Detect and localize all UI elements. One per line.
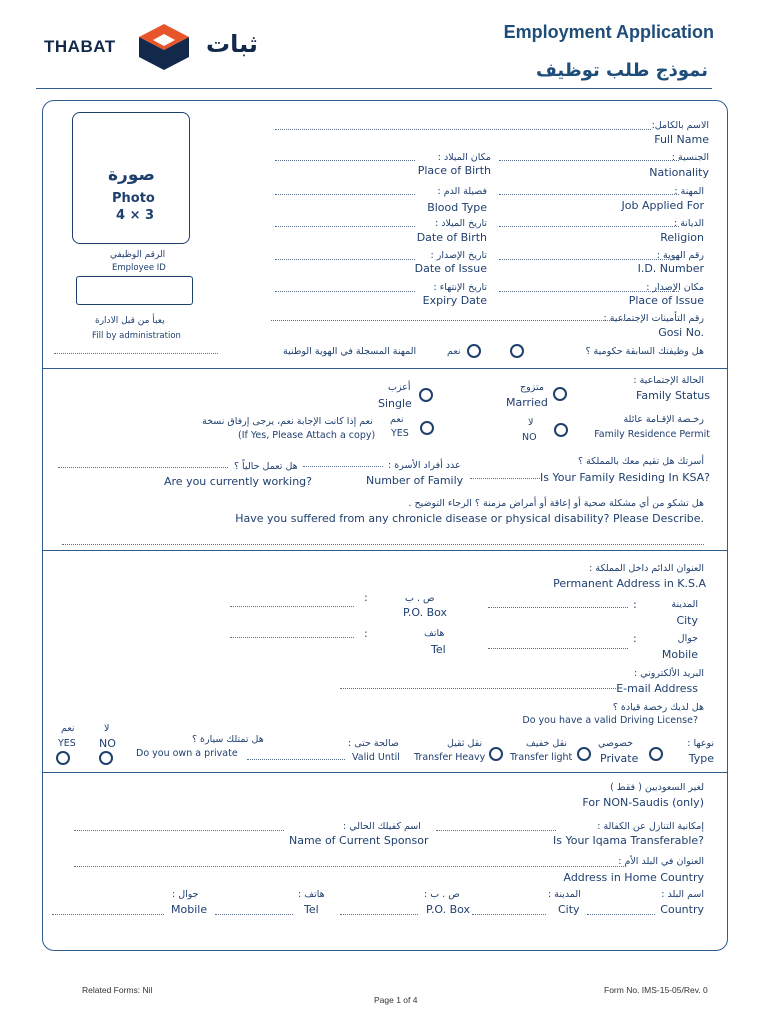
valid-until-field[interactable] <box>247 759 345 760</box>
car-yes-label: YES <box>58 738 76 749</box>
home-address-label: Address in Home Country <box>563 871 704 884</box>
employee-id-label: Employee ID <box>112 263 166 273</box>
admin-note-ar: يعبأ من قبل الادارة <box>95 316 165 326</box>
single-radio[interactable] <box>419 388 433 402</box>
home-mobile-field[interactable] <box>52 914 164 915</box>
home-city-field[interactable] <box>472 914 546 915</box>
logo-text-ar: ثبات <box>206 30 258 58</box>
permanent-address-label: Permanent Address in K.S.A <box>553 577 706 590</box>
logo-mark-icon <box>135 22 193 72</box>
family-count-label-ar: عدد أفراد الأسرة : <box>388 460 461 471</box>
home-mobile-label-ar: جوال : <box>172 889 199 900</box>
page-number: Page 1 of 4 <box>374 995 418 1005</box>
place-of-birth-label: Place of Birth <box>417 164 491 177</box>
nationality-label-ar: الجنسية : <box>671 152 709 163</box>
religion-label-ar: الديانة : <box>673 218 704 229</box>
home-tel-label: Tel <box>304 903 319 916</box>
car-no-label: NO <box>99 737 116 750</box>
single-label-ar: أعزب <box>388 382 411 393</box>
po-box-label: P.O. Box <box>403 606 448 619</box>
family-count-label: Number of Family <box>366 474 464 487</box>
valid-until-label-ar: صالحة حتى : <box>348 738 399 749</box>
national-id-job-label: المهنة المسجلة في الهوية الوطنية <box>283 346 417 357</box>
mobile-label: Mobile <box>661 648 698 661</box>
car-no-radio[interactable] <box>99 751 113 765</box>
home-po-box-label-ar: ص . ب : <box>424 889 460 900</box>
place-of-birth-field[interactable] <box>275 160 415 161</box>
email-field[interactable] <box>340 688 618 689</box>
light-label: Transfer light <box>510 752 573 763</box>
section-divider <box>42 550 728 551</box>
country-label-ar: اسم البلد : <box>661 889 704 900</box>
home-tel-field[interactable] <box>215 914 293 915</box>
car-label: Do you own a private <box>136 748 238 759</box>
nationality-label: Nationality <box>649 166 709 179</box>
religion-label: Religion <box>660 231 704 244</box>
city-colon: : <box>633 598 637 611</box>
heavy-label-ar: نقل ثقيل <box>447 738 483 749</box>
family-status-label-ar: الحالة الإجتماعية : <box>633 375 704 386</box>
place-of-issue-label: Place of Issue <box>628 294 704 307</box>
home-po-box-label: P.O. Box <box>426 903 471 916</box>
po-box-colon: : <box>364 591 368 604</box>
admin-note: Fill by administration <box>92 331 181 341</box>
type-label-ar: نوعها : <box>687 738 714 749</box>
home-city-label: City <box>558 903 580 916</box>
residence-permit-label: Family Residence Permit <box>594 429 710 440</box>
sponsor-label: Name of Current Sponsor <box>289 834 429 847</box>
valid-until-label: Valid Until <box>352 752 400 763</box>
employee-id-label-ar: الرقم الوظيفي <box>110 250 166 260</box>
expiry-date-label: Expiry Date <box>422 294 487 307</box>
working-label: Are you currently working? <box>164 475 312 488</box>
blood-type-label: Blood Type <box>427 201 487 214</box>
working-field[interactable] <box>58 467 228 468</box>
nationality-field[interactable] <box>499 160 679 161</box>
section-divider <box>42 368 728 369</box>
attach-note: (If Yes, Please Attach a copy) <box>238 430 376 441</box>
mobile-label-ar: جوال <box>677 633 698 644</box>
license-label: Do you have a valid Driving License? <box>522 715 698 726</box>
tel-colon: : <box>364 627 368 640</box>
home-address-label-ar: العنوان في البلد الأم : <box>618 856 704 867</box>
car-no-label-ar: لا <box>104 723 110 734</box>
date-of-issue-field[interactable] <box>275 259 415 260</box>
light-label-ar: نقل خفيف <box>526 738 568 749</box>
single-label: Single <box>378 397 412 410</box>
home-address-field[interactable] <box>74 866 626 867</box>
sponsor-label-ar: اسم كفيلك الحالي : <box>343 821 421 832</box>
tel-label-ar: هاتف <box>424 628 445 639</box>
chronic-label-ar: هل تشكو من أي مشكلة صحية أو إعاقة أو أمراض مزمنة ؟ الرجاء التوضيح . <box>408 498 704 509</box>
permanent-address-label-ar: العنوان الدائم داخل المملكة : <box>589 563 704 574</box>
full-name-label-ar: الاسم بالكامل: <box>651 120 709 131</box>
permit-yes-radio[interactable] <box>420 421 434 435</box>
private-label-ar: خصوصي <box>598 738 634 749</box>
expiry-date-label-ar: تاريخ الإنتهاء : <box>433 282 487 293</box>
prev-gov-no-radio[interactable] <box>510 344 524 358</box>
license-type-light-radio[interactable] <box>577 747 591 761</box>
job-applied-label: Job Applied For <box>621 199 704 212</box>
chronic-field[interactable] <box>62 544 704 545</box>
id-number-field[interactable] <box>499 259 679 260</box>
national-id-job-field[interactable] <box>54 353 218 354</box>
id-number-label-ar: رقم الهوية : <box>656 250 704 261</box>
family-residing-label: Is Your Family Residing In KSA? <box>539 471 710 484</box>
home-city-label-ar: المدينة : <box>548 889 581 900</box>
mobile-colon: : <box>633 632 637 645</box>
date-of-birth-label: Date of Birth <box>416 231 487 244</box>
attach-note-ar: نعم إذا كانت الإجابة نعم، يرجى إرفاق نسخة <box>202 416 373 427</box>
home-po-box-field[interactable] <box>340 914 418 915</box>
id-number-label: I.D. Number <box>637 262 704 275</box>
photo-label-ar: صورة <box>108 165 155 185</box>
religion-field[interactable] <box>499 226 679 227</box>
full-name-label: Full Name <box>654 133 709 146</box>
po-box-label-ar: ص . ب <box>405 593 435 604</box>
private-label: Private <box>600 752 639 765</box>
family-residing-label-ar: أسرتك هل تقيم معك بالمملكة ؟ <box>577 456 704 467</box>
city-label: City <box>676 614 698 627</box>
car-yes-label-ar: نعم <box>61 723 75 734</box>
permit-yes-label: YES <box>391 428 409 439</box>
section-divider <box>42 772 728 773</box>
logo-text: THABAT <box>44 37 116 56</box>
prev-gov-label-ar: هل وظيفتك السابقة حكومية ؟ <box>585 346 704 357</box>
expiry-date-field[interactable] <box>275 291 415 292</box>
date-of-issue-label: Date of Issue <box>414 262 487 275</box>
permit-no-label: NO <box>522 432 537 443</box>
non-saudi-heading: For NON-Saudis (only) <box>582 796 704 809</box>
tel-label: Tel <box>431 643 446 656</box>
page-title-ar: نموذج طلب توظيف <box>536 60 708 81</box>
license-label-ar: هل لديك رخصة قيادة ؟ <box>612 702 704 713</box>
form-number: Form No. IMS-15-05/Rev. 0 <box>604 985 708 995</box>
married-label-ar: متزوج <box>520 382 544 393</box>
married-radio[interactable] <box>553 387 567 401</box>
date-of-issue-label-ar: تاريخ الإصدار : <box>430 250 487 261</box>
blood-type-field[interactable] <box>275 194 415 195</box>
sponsor-field[interactable] <box>74 830 284 831</box>
working-label-ar: هل تعمل حالياً ؟ <box>234 461 298 472</box>
iqama-label: Is Your Iqama Transferable? <box>553 834 704 847</box>
po-box-field[interactable] <box>230 606 354 607</box>
job-applied-field[interactable] <box>499 194 679 195</box>
family-status-label: Family Status <box>636 389 710 402</box>
related-forms: Related Forms: Nil <box>82 985 153 995</box>
license-type-heavy-radio[interactable] <box>489 747 503 761</box>
iqama-label-ar: إمكانية التنازل عن الكفالة : <box>597 821 704 832</box>
blood-type-label-ar: فصيلة الدم : <box>437 186 487 197</box>
family-residing-field[interactable] <box>470 478 540 479</box>
tel-field[interactable] <box>230 637 354 638</box>
header-divider <box>36 88 712 89</box>
date-of-birth-label-ar: تاريخ الميلاد : <box>435 218 487 229</box>
place-of-birth-label-ar: مكان الميلاد : <box>437 152 491 163</box>
permit-yes-label-ar: نعم <box>390 414 404 425</box>
permit-no-label-ar: لا <box>528 417 534 428</box>
married-label: Married <box>506 396 548 409</box>
prev-gov-yes-label: نعم <box>447 346 461 357</box>
email-label: E-mail Address <box>616 682 698 695</box>
iqama-field[interactable] <box>436 830 556 831</box>
page-title: Employment Application <box>503 22 714 42</box>
license-type-private-radio[interactable] <box>649 747 663 761</box>
city-label-ar: المدينة <box>671 599 698 610</box>
email-label-ar: البريد الألكتروني : <box>634 668 704 679</box>
car-yes-radio[interactable] <box>56 751 70 765</box>
city-field[interactable] <box>488 607 628 608</box>
gosi-label: Gosi No. <box>658 326 704 339</box>
home-tel-label-ar: هاتف : <box>298 889 325 900</box>
country-field[interactable] <box>587 914 655 915</box>
photo-size: 4 × 3 <box>116 208 155 223</box>
job-applied-label-ar: المهنة : <box>674 186 704 197</box>
residence-permit-label-ar: رخـصة الإقـامة عائلة <box>623 414 704 425</box>
gosi-label-ar: رقم التأمينات الإجتماعية : <box>603 313 704 324</box>
type-label: Type <box>688 752 714 765</box>
permit-no-radio[interactable] <box>554 423 568 437</box>
family-count-field[interactable] <box>303 466 383 467</box>
car-label-ar: هل تمتلك سيارة ؟ <box>192 734 264 745</box>
mobile-field[interactable] <box>488 648 628 649</box>
employee-id-field[interactable] <box>76 276 193 305</box>
full-name-field[interactable] <box>275 129 651 130</box>
place-of-issue-label-ar: مكان الإصدار : <box>646 282 704 293</box>
heavy-label: Transfer Heavy <box>414 752 486 763</box>
home-mobile-label: Mobile <box>171 903 208 916</box>
chronic-label: Have you suffered from any chronicle disease or physical disability? Please Describe. <box>235 512 704 525</box>
gosi-field[interactable] <box>271 320 628 321</box>
date-of-birth-field[interactable] <box>275 226 415 227</box>
non-saudi-heading-ar: لغير السعوديين ( فقط ) <box>610 782 704 793</box>
prev-gov-yes-radio[interactable] <box>467 344 481 358</box>
country-label: Country <box>660 903 704 916</box>
photo-label: Photo <box>112 191 155 206</box>
